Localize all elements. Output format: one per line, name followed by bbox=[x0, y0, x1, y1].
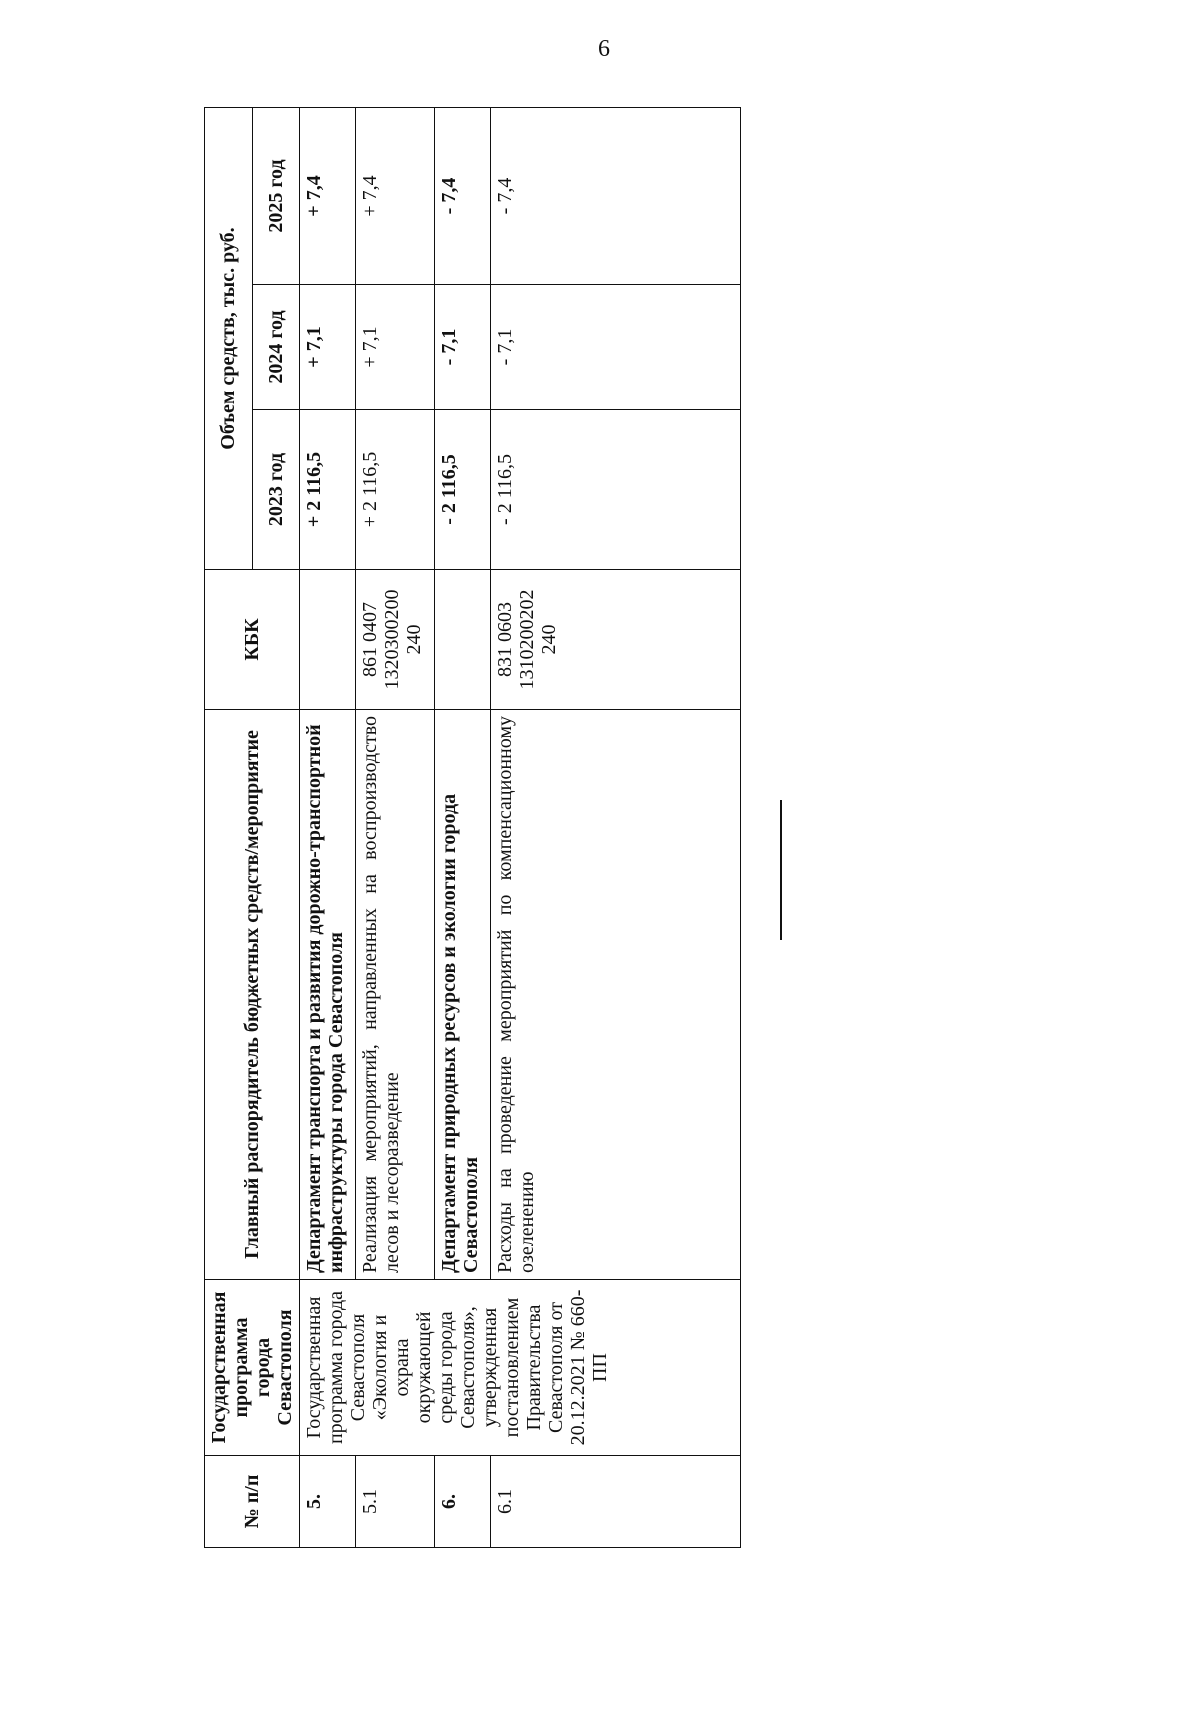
row-num: 6.1 bbox=[491, 1456, 741, 1548]
value-2025: - 7,4 bbox=[491, 107, 741, 284]
header-distributor: Главный распорядитель бюджетных средств/мероприятие bbox=[205, 710, 300, 1280]
kbk-cell: 831 0603 1310200202 240 bbox=[491, 570, 741, 710]
value-2025: - 7,4 bbox=[435, 107, 491, 284]
header-2024: 2024 год bbox=[252, 285, 300, 410]
value-2023: + 2 116,5 bbox=[300, 410, 356, 570]
kbk-cell: 861 0407 1320300200 240 bbox=[355, 570, 435, 710]
header-volume: Объем средств, тыс. руб. bbox=[205, 107, 253, 569]
value-2024: - 7,1 bbox=[491, 285, 741, 410]
kbk-cell bbox=[300, 570, 356, 710]
row-num: 5. bbox=[300, 1456, 356, 1548]
page-number: 6 bbox=[598, 36, 610, 62]
header-2023: 2023 год bbox=[252, 410, 300, 570]
header-num: № п/п bbox=[205, 1456, 300, 1548]
row-num: 6. bbox=[435, 1456, 491, 1548]
value-2025: + 7,4 bbox=[300, 107, 356, 284]
distributor-cell: Реализация мероприятий, направленных на воспроизводство лесов и лесоразведение bbox=[355, 710, 435, 1280]
value-2024: + 7,1 bbox=[355, 285, 435, 410]
value-2023: - 2 116,5 bbox=[491, 410, 741, 570]
header-row-1 bbox=[205, 107, 253, 1547]
distributor-cell: Департамент транспорта и развития дорожно-транспортной инфраструктуры города Севастополя bbox=[300, 710, 356, 1280]
header-2025: 2025 год bbox=[252, 107, 300, 284]
rotated-table-wrapper bbox=[204, 108, 704, 1548]
budget-table bbox=[204, 107, 741, 1548]
value-2023: + 2 116,5 bbox=[355, 410, 435, 570]
value-2024: - 7,1 bbox=[435, 285, 491, 410]
header-kbk: КБК bbox=[205, 570, 300, 710]
kbk-cell bbox=[435, 570, 491, 710]
distributor-cell: Департамент природных ресурсов и экологии города Севастополя bbox=[435, 710, 491, 1280]
value-2025: + 7,4 bbox=[355, 107, 435, 284]
distributor-cell: Расходы на проведение мероприятий по компенсационному озеленению bbox=[491, 710, 741, 1280]
value-2023: - 2 116,5 bbox=[435, 410, 491, 570]
signoff-line bbox=[780, 800, 782, 940]
header-program: Государственная программа города Севастополя bbox=[205, 1280, 300, 1456]
table-row bbox=[300, 107, 356, 1547]
value-2024: + 7,1 bbox=[300, 285, 356, 410]
program-cell: Государственная программа города Севастополя «Экология и охрана окружающей среды города Севастополя», утвержденная постановлением Правительства Севастополя от 20.12.2021 № 660-ПП bbox=[300, 1280, 741, 1456]
row-num: 5.1 bbox=[355, 1456, 435, 1548]
